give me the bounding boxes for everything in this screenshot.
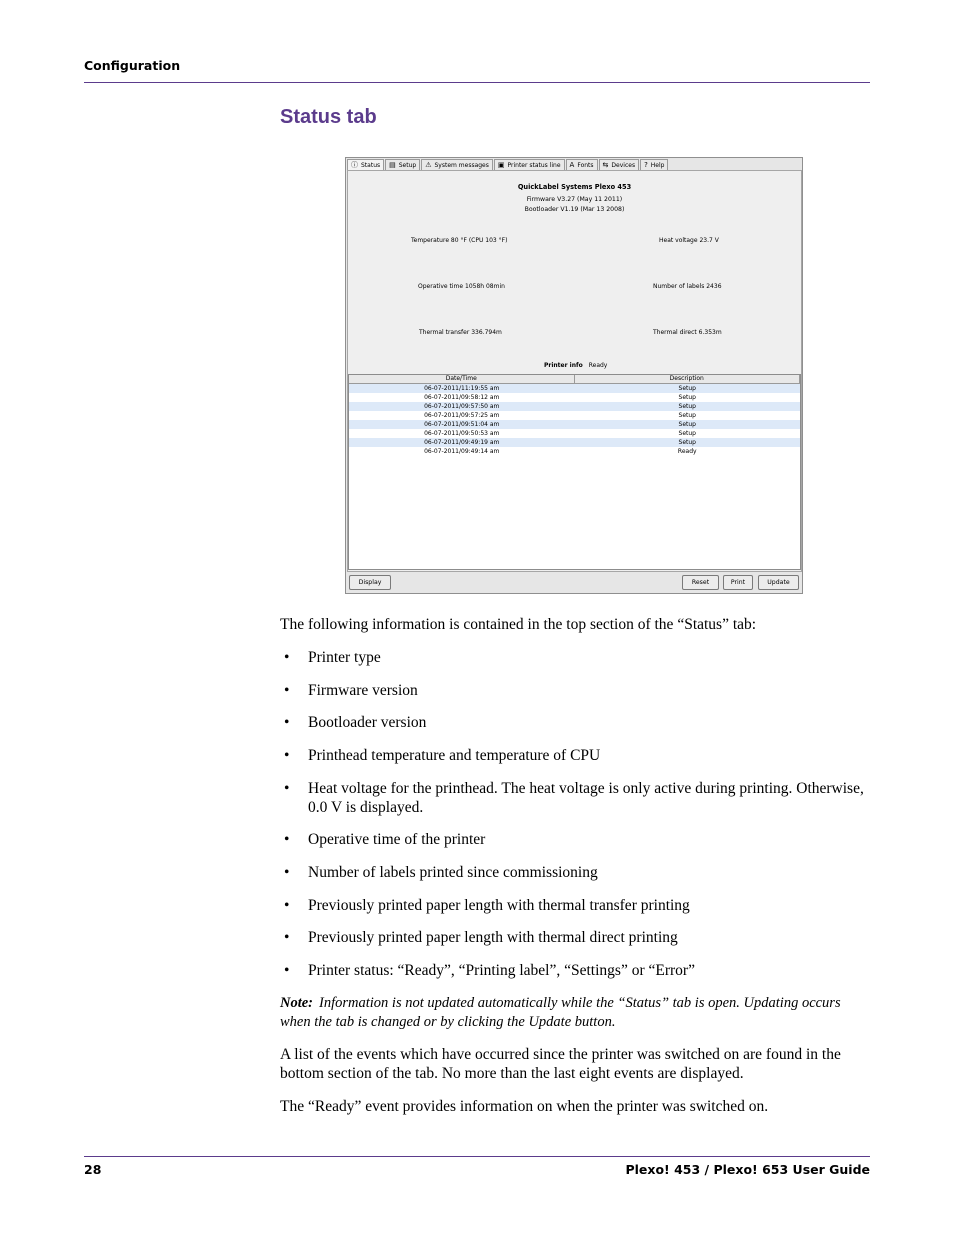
operative-time-field: Operative time 1058h 08min — [418, 283, 505, 290]
running-header: Configuration — [84, 58, 181, 73]
list-item — [284, 713, 870, 732]
printer-type: QuickLabel Systems Plexo 453 — [517, 183, 632, 191]
bootloader-version: Bootloader V1.19 (Mar 13 2008) — [524, 206, 625, 213]
list-item — [284, 961, 870, 980]
cell-datetime: 06-07-2011/11:19:55 am — [424, 385, 500, 392]
cell-description: Setup — [678, 403, 696, 410]
footer-title: Plexo! 453 / Plexo! 653 User Guide — [625, 1162, 870, 1177]
tab-bar — [347, 159, 669, 170]
table-row[interactable] — [349, 429, 800, 438]
column-header-description[interactable]: Description — [575, 375, 801, 383]
tab-devices[interactable] — [599, 159, 640, 170]
list-item-text: Heat voltage for the printhead. The heat voltage is only active during printing. Otherwise, 0.0 V is displayed. — [308, 780, 864, 816]
list-item-text: Previously printed paper length with thermal transfer printing — [308, 897, 690, 914]
labels-count-field: Number of labels 2436 — [653, 283, 722, 290]
cell-description: Setup — [678, 439, 696, 446]
warning-icon: ⚠ — [425, 161, 432, 169]
heat-voltage-field: Heat voltage 23.7 V — [659, 237, 719, 244]
list-item — [284, 648, 870, 667]
list-item-text: Bootloader version — [308, 714, 427, 731]
list-item-text: Printer type — [308, 649, 381, 666]
update-button[interactable]: Update — [758, 575, 799, 590]
list-item — [284, 746, 870, 765]
cell-datetime: 06-07-2011/09:57:50 am — [424, 403, 500, 410]
table-row[interactable] — [349, 393, 800, 402]
table-row[interactable] — [349, 420, 800, 429]
tab-label: Fonts — [577, 161, 594, 169]
print-button[interactable]: Print — [723, 575, 753, 590]
list-item — [284, 896, 870, 915]
tab-status[interactable] — [347, 159, 384, 170]
footer-rule — [84, 1156, 870, 1157]
cell-datetime: 06-07-2011/09:49:14 am — [424, 448, 500, 455]
cell-datetime: 06-07-2011/09:57:25 am — [424, 412, 500, 419]
column-header-datetime[interactable]: Date/Time — [349, 375, 575, 383]
cell-datetime: 06-07-2011/09:50:53 am — [424, 430, 500, 437]
bullet-symbol: • — [284, 897, 290, 914]
reset-button[interactable]: Reset — [682, 575, 719, 590]
help-icon: ? — [644, 161, 648, 169]
list-item-text: Previously printed paper length with thermal direct printing — [308, 929, 678, 946]
tab-label: Status — [361, 161, 381, 169]
bullet-symbol: • — [284, 747, 290, 764]
list-item — [284, 779, 870, 817]
info-icon: ⓘ — [351, 161, 358, 169]
list-item-text: Operative time of the printer — [308, 831, 486, 848]
events-paragraph: A list of the events which have occurred since the printer was switched on are found in the bottom section of the tab. No more than the last eight events are displayed. — [280, 1046, 841, 1082]
bullet-symbol: • — [284, 929, 290, 946]
table-row[interactable] — [349, 411, 800, 420]
bullet-symbol: • — [284, 831, 290, 848]
cell-datetime: 06-07-2011/09:51:04 am — [424, 421, 500, 428]
header-rule — [84, 82, 870, 83]
list-item-text: Printer status: “Ready”, “Printing label”, “Settings” or “Error” — [308, 962, 695, 979]
table-header — [349, 375, 800, 384]
table-row[interactable] — [349, 384, 800, 393]
page-number: 28 — [84, 1162, 102, 1177]
printer-info-label: Printer info — [544, 362, 583, 369]
cell-description: Ready — [677, 448, 697, 455]
firmware-version: Firmware V3.27 (May 11 2011) — [526, 196, 623, 203]
cell-datetime: 06-07-2011/09:49:19 am — [424, 439, 500, 446]
font-icon: A — [569, 161, 575, 169]
list-item — [284, 830, 870, 849]
tab-label: Printer status line — [507, 161, 561, 169]
table-row[interactable] — [349, 447, 800, 456]
setup-icon: ▤ — [389, 161, 396, 169]
tab-printer-status-line[interactable] — [494, 159, 565, 170]
note-text: Information is not updated automatically while the “Status” tab is open. Updating occurs when the tab is changed or by clicking the Update button. — [280, 995, 841, 1030]
cell-description: Setup — [678, 385, 696, 392]
table-row[interactable] — [349, 438, 800, 447]
bullet-symbol: • — [284, 682, 290, 699]
cell-datetime: 06-07-2011/09:58:12 am — [424, 394, 500, 401]
thermal-transfer-field: Thermal transfer 336.794m — [419, 329, 502, 336]
list-item-text: Firmware version — [308, 682, 418, 699]
display-button[interactable]: Display — [349, 575, 391, 590]
bullet-symbol: • — [284, 864, 290, 881]
list-item-text: Printhead temperature and temperature of CPU — [308, 747, 601, 764]
tab-setup[interactable] — [385, 159, 420, 170]
cell-description: Setup — [678, 394, 696, 401]
tab-fonts[interactable] — [566, 159, 598, 170]
note-label: Note: — [280, 995, 314, 1011]
table-row[interactable] — [349, 402, 800, 411]
bullet-symbol: • — [284, 649, 290, 666]
ready-paragraph: The “Ready” event provides information on when the printer was switched on. — [280, 1098, 769, 1115]
printer-info-value: Ready — [588, 362, 608, 369]
status-tab-screenshot — [345, 157, 803, 594]
tab-label: Devices — [611, 161, 636, 169]
bullet-symbol: • — [284, 780, 290, 797]
note — [280, 994, 870, 1032]
tab-label: System messages — [434, 161, 489, 169]
tab-help[interactable] — [640, 159, 668, 170]
cell-description: Setup — [678, 430, 696, 437]
cell-description: Setup — [678, 412, 696, 419]
status-panel — [347, 170, 802, 572]
devices-icon: ⇆ — [602, 161, 609, 169]
tab-system-messages[interactable] — [421, 159, 493, 170]
list-item — [284, 863, 870, 882]
temperature-field: Temperature 80 °F (CPU 103 °F) — [411, 237, 508, 244]
list-item — [284, 928, 870, 947]
printer-info — [544, 362, 607, 369]
list-item-text: Number of labels printed since commissioning — [308, 864, 598, 881]
intro-paragraph: The following information is contained in the top section of the “Status” tab: — [280, 616, 757, 633]
tab-label: Help — [650, 161, 665, 169]
bullet-symbol: • — [284, 714, 290, 731]
cell-description: Setup — [678, 421, 696, 428]
tab-label: Setup — [398, 161, 417, 169]
status-line-icon: ▣ — [497, 161, 505, 169]
event-table[interactable] — [348, 374, 801, 570]
thermal-direct-field: Thermal direct 6.353m — [653, 329, 722, 336]
list-item — [284, 681, 870, 700]
section-title: Status tab — [280, 106, 377, 128]
bullet-symbol: • — [284, 962, 290, 979]
